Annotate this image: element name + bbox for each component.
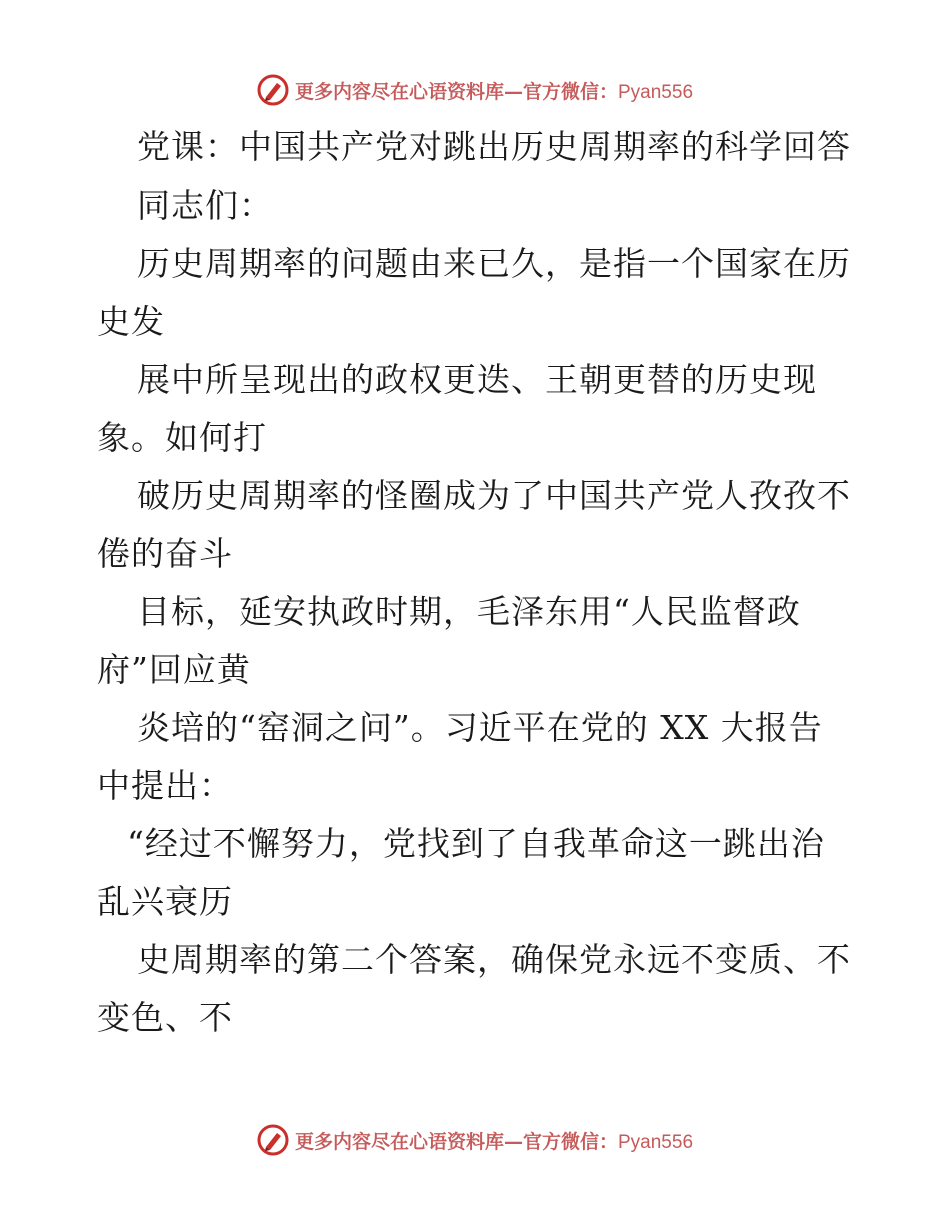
pen-logo-icon <box>257 1124 289 1156</box>
paragraph-line: “经过不懈努力，党找到了自我革命这一跳出治 <box>127 824 825 863</box>
footer-banner-text: 更多内容尽在心语资料库—官方微信：Pyan556 <box>294 1130 694 1153</box>
paragraph-line: 倦的奋斗 <box>97 534 233 573</box>
paragraph-line: 象。如何打 <box>97 418 267 457</box>
header-banner-handle: Pyan556 <box>618 81 694 103</box>
paragraph-line: 史周期率的第二个答案，确保党永远不变质、不 <box>137 940 851 979</box>
salutation: 同志们： <box>137 186 273 225</box>
footer-banner <box>0 1120 950 1160</box>
paragraph-line: 府”回应黄 <box>97 650 251 689</box>
document-title: 党课：中国共产党对跳出历史周期率的科学回答 <box>137 127 851 166</box>
paragraph-line: 乱兴衰历 <box>97 882 233 921</box>
paragraph-line: 历史周期率的问题由来已久，是指一个国家在历 <box>137 244 851 283</box>
footer-banner-handle: Pyan556 <box>618 1131 694 1153</box>
paragraph-line: 破历史周期率的怪圈成为了中国共产党人孜孜不 <box>137 476 851 515</box>
paragraph-line: 变色、不 <box>97 998 233 1037</box>
paragraph-line: 目标，延安执政时期，毛泽东用“人民监督政 <box>137 592 801 631</box>
paragraph-line: 展中所呈现出的政权更迭、王朝更替的历史现 <box>137 360 817 399</box>
paragraph-line: 中提出： <box>97 766 233 805</box>
header-banner-text: 更多内容尽在心语资料库—官方微信：Pyan556 <box>294 80 694 103</box>
paragraph-line: 史发 <box>97 302 165 341</box>
paragraph-line: 炎培的“窑洞之问”。习近平在党的 XX 大报告 <box>137 708 823 747</box>
